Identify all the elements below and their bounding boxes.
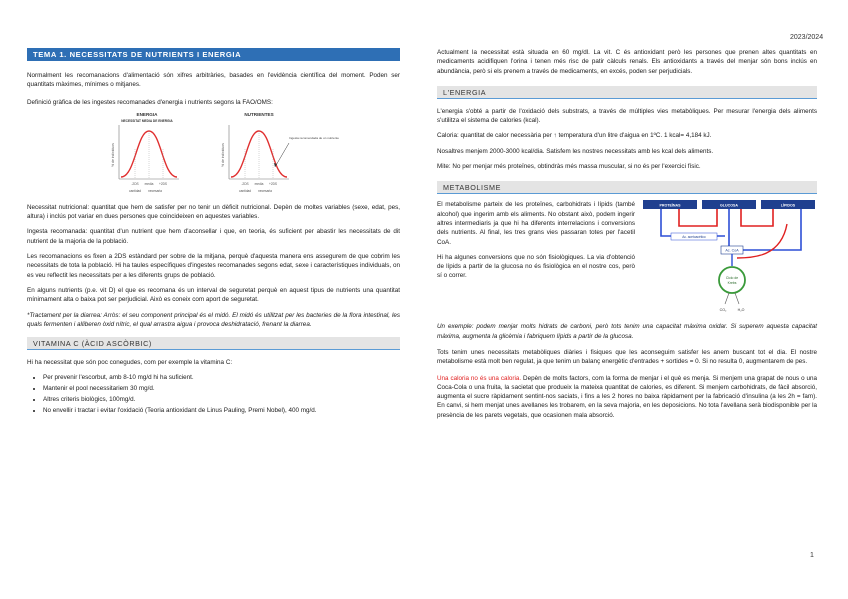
energia-p2: Caloria: quantitat de calor necessària per ↑ temperatura d'un litre d'aigua en 1ºC. 1 kcal= 4,184 kJ. — [437, 132, 712, 140]
lipids-to-acoa-arrow — [743, 209, 801, 250]
list-item: • Mantenir el pool necessitariem 30 mg/d. — [43, 384, 400, 393]
caloria-highlight: Una caloria no és una caloria. — [437, 374, 522, 382]
energy-tick-minus: -2DS — [131, 181, 139, 186]
lipids-label: LÍPIDOS — [780, 203, 796, 208]
krebs-label-2: Krebs — [727, 281, 737, 286]
energy-tick-mean: media — [144, 181, 154, 186]
metabolisme-p4: Tots tenim unes necessitats metabòliques diàries i fisiques que les aconseguim satisfer les anem buscant tot el dia. El nostre metabolisme està molt ben regulat, ja que tenim un balanç energètic d'entrades + sortides = 0. Si no resulta 0, augmentarem de pes. — [437, 348, 817, 366]
metabolism-diagram — [641, 200, 817, 318]
nutrients-xlabel-2: necesaria — [258, 188, 272, 193]
figure-caption: Definició gràfica de les ingestes recomanades d'energia i nutrients segons la FAO/OMS: — [27, 98, 273, 106]
h2o-label: H₂O — [737, 308, 745, 313]
recomanacions-paragraph: Les recomanacions es fixen a 2DS estàndard per sobre de la mitjana, perquè d'aquesta manera ens assegurem de que cobrim les necessitats de tota la població. Hi ha taules específiques d'ingestes recomanades segons edat, sexe i característiques individuals, on es veu reflectit les necessitats per a les diferents grups de població. — [27, 253, 400, 279]
energy-xlabel-1: cantidad — [128, 188, 142, 193]
left-column — [27, 48, 400, 417]
metabolisme-row — [437, 200, 817, 318]
list-item: • Altres criteris biològics, 100mg/d. — [43, 395, 400, 404]
nutrients-annotation-arrow — [275, 143, 289, 167]
page-number: 1 — [810, 552, 814, 559]
nutrients-annotation: Ingesta recomendada de un nutriente — [289, 135, 339, 140]
energy-tick-plus: +2DS — [158, 181, 168, 186]
diarrea-note: *Tractament per la diarrea: Arròs: el seu component principal és el midó. El midó és utilitzat per les bacteries de la flora intestinal, les quals fermenten i alliberen òxid nítric, el qual arrastra aigua i provoca deshidratació, frenant la diarrea. — [27, 311, 400, 328]
metabolisme-p5: Una caloria no és una caloria. Depèn de molts factors, com la forma de menjar i el què es menja. Si menjem una grapat de nous o una Coca-Cola o una fruita, la sacietat que produeix la mateixa quantitat de calories, es diferent. Si menjem carbohidrats, de fàcil absorció, augmenta el sucre ràpidament sentint-nos saciats, i fins a les 2 hores no baixa ràpidament per la fabricació d'insulina (a les 2h = fam). En canvi, si hem menjat unes avellanes les trobarem, en la seva majoria, en les deposicions. No tota l'avellana serà biodisponible per la presència de les parets vegetals, que ocasionen mala absorció. — [437, 374, 818, 419]
energia-p4: Mite: No per menjar més proteïnes, obtindràs més massa muscular, si no és per l'exercici físic. — [437, 163, 701, 171]
glucosa-lipids-conversion — [741, 209, 773, 226]
necessitat-paragraph: Necessitat nutricional: quantitat que hem de satisfer per no tenir un dèficit nutricional. Depèn de moltes variables (sexe, edat, pes, altura) i inclús pot variar en dues persones que coincideixen en aquestes variables. — [27, 203, 400, 221]
fao-figure — [27, 109, 400, 195]
krebs-label-1: Ciclo de — [725, 276, 739, 281]
acetil-label: Ac. acetoacético — [682, 235, 706, 240]
metabolisme-section-title: METABOLISME — [437, 181, 817, 194]
metabolisme-p2: Hi ha algunes conversions que no són fisiològiques. La via d'obtenció de lípids a partir de la glucosa no és fisiològica en el nostre cos, però sí o correr. — [437, 253, 635, 280]
co2-arrow — [725, 293, 729, 304]
acoa-to-lipids-arrow — [737, 224, 787, 258]
glucosa-label: GLUCOSA — [720, 203, 738, 208]
list-item: • No envellir i tractar i evitar l'oxidació (Teoria antioxidant de Linus Pauling, Premi Nobel), 400 mg/d. — [43, 406, 400, 415]
proteines-label: PROTEÏNAS — [659, 203, 681, 208]
seguretat-paragraph: En alguns nutrients (p.e. vit D) el que es recomana és un interval de seguretat perquè en aquest tipus de nutrients una quantitat mínimament alta o baixa pot ser perjudicial. Això es coneix com aport de seguretat. — [27, 286, 400, 304]
co2-label: CO₂ — [719, 308, 727, 313]
header-year: 2023/2024 — [790, 34, 824, 41]
energia-p1: L'energia s'obté a partir de l'oxidació dels substrats, a través de múltiples vies metabòliques. Per mesurar l'energia dels aliments s'utilitza el sistema de calories (kcal). — [437, 107, 817, 125]
energy-title: ENERGIA — [136, 111, 158, 117]
metabolisme-p1: El metabolisme parteix de les proteïnes, carbohidrats i lípids (també alcohol) que ingerim amb els aliments. No obstant això, podem ingerir altres intermediaris ja que hi ha diferents interrelacions i conversions dels nutrients. Al final, les tres grans vies passaran totes per l'acetil CoA. — [437, 201, 635, 246]
ingesta-paragraph: Ingesta recomanada: quantitat d'un nutrient que hem d'aconsellar i que, en teoria, és suficient per abastir les necessitats de dit nutrient de la majoria de la població. — [27, 228, 400, 245]
nutrients-xlabel-1: cantidad — [238, 188, 252, 193]
main-title: TEMA 1. NECESSITATS DE NUTRIENTS I ENERGIA — [27, 48, 400, 61]
right-column — [437, 48, 817, 420]
krebs-cycle — [719, 267, 745, 293]
acoa-label: Ac. CoA — [725, 248, 739, 253]
vitc-list — [43, 373, 400, 415]
intro-paragraph: Normalment les recomanacions d'alimentació són xifres arbitràries, basades en l'evidència científica del moment. Poden ser quantitats màximes, mínimes o mitjanes. — [27, 72, 400, 89]
nutrients-tick-minus: -2DS — [241, 181, 249, 186]
metabolisme-example: Un exemple: podem menjar molts hidrats de carboni, però tots tenim una capacitat màxima oxidar. Si superem aquesta capacitat màxima, augmenta la glicèmia i fabriquem lípids a partir de la glucosa. — [437, 323, 817, 340]
nutrients-tick-mean: media — [254, 181, 264, 186]
energy-subtitle: NECESSITAT MEDIA DE ENERGIA — [121, 118, 173, 123]
vitc-continuation: Actualment la necessitat està situada en 60 mg/dl. La vit. C és antioxidant però les persones que prenen altes quantitats en medicaments acidifiquen l'orina i tenen més risc de patir càlculs renals. Els antioxidants a través del menjar són bons inclús en abundància, però si els prenem a través de medicaments, en excés, poden ser perjudicials. — [437, 49, 817, 75]
vitc-intro: Hi ha necessitat que són poc conegudes, com per exemple la vitamina C: — [27, 359, 233, 367]
nutrients-title: NUTRIENTES — [244, 111, 274, 117]
vitc-section-title: VITAMINA C (ÀCID ASCÒRBIC) — [27, 337, 400, 350]
energy-ylabel: % de individuos — [111, 143, 115, 167]
metabolisme-text — [437, 200, 635, 318]
list-item: • Per prevenir l'escorbut, amb 8-10 mg/d hi ha suficient. — [43, 373, 400, 382]
h2o-arrow — [735, 293, 739, 304]
prot-to-acetil-arrow — [661, 209, 725, 236]
nutrients-tick-plus: +2DS — [268, 181, 278, 186]
energia-section-title: L'ENERGIA — [437, 86, 817, 99]
energy-xlabel-2: necesaria — [148, 188, 162, 193]
energia-p3: Nosaltres menjem 2000-3000 kcal/dia. Satisfem les nostres necessitats amb les kcal dels aliments. — [437, 147, 714, 155]
prot-glucosa-conversion — [679, 209, 717, 226]
nutrients-ylabel: % de individuos — [221, 143, 225, 167]
